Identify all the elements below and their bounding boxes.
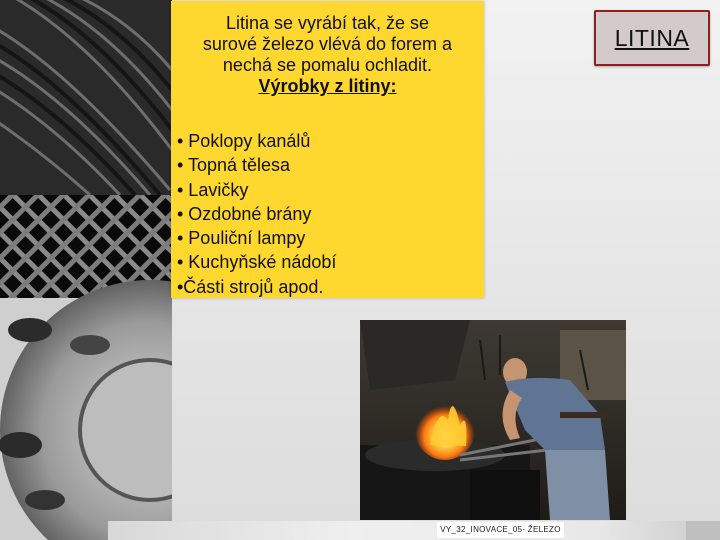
blacksmith-photo [360,320,626,520]
list-item: • Ozdobné brány [177,203,312,224]
cast-iron-texture-image [0,0,172,540]
list-item: • Kuchyňské nádobí [177,252,337,273]
intro-text [175,13,480,97]
list-item: • Poklopy kanálů [177,131,311,151]
title-box [594,10,710,66]
intro-line: nechá se pomalu ochladit. [222,55,433,75]
intro-line: Litina se vyrábí tak, že se [225,13,430,33]
footer-bar [108,521,720,540]
footer-label: VY_32_INOVACE_05- ŽELEZO [437,522,564,538]
footer-accent [686,521,720,540]
products-heading: Výrobky z litiny: [258,76,397,96]
slide-title: LITINA [614,24,690,51]
list-item: •Části strojů apod. [177,276,324,297]
list-item: • Lavičky [177,179,249,200]
list-item: • Pouliční lampy [177,228,306,249]
intro-line: surové železo vlévá do forem a [202,34,453,54]
text-panel [171,1,484,298]
list-item: • Topná tělesa [177,155,291,176]
product-list [177,129,336,299]
